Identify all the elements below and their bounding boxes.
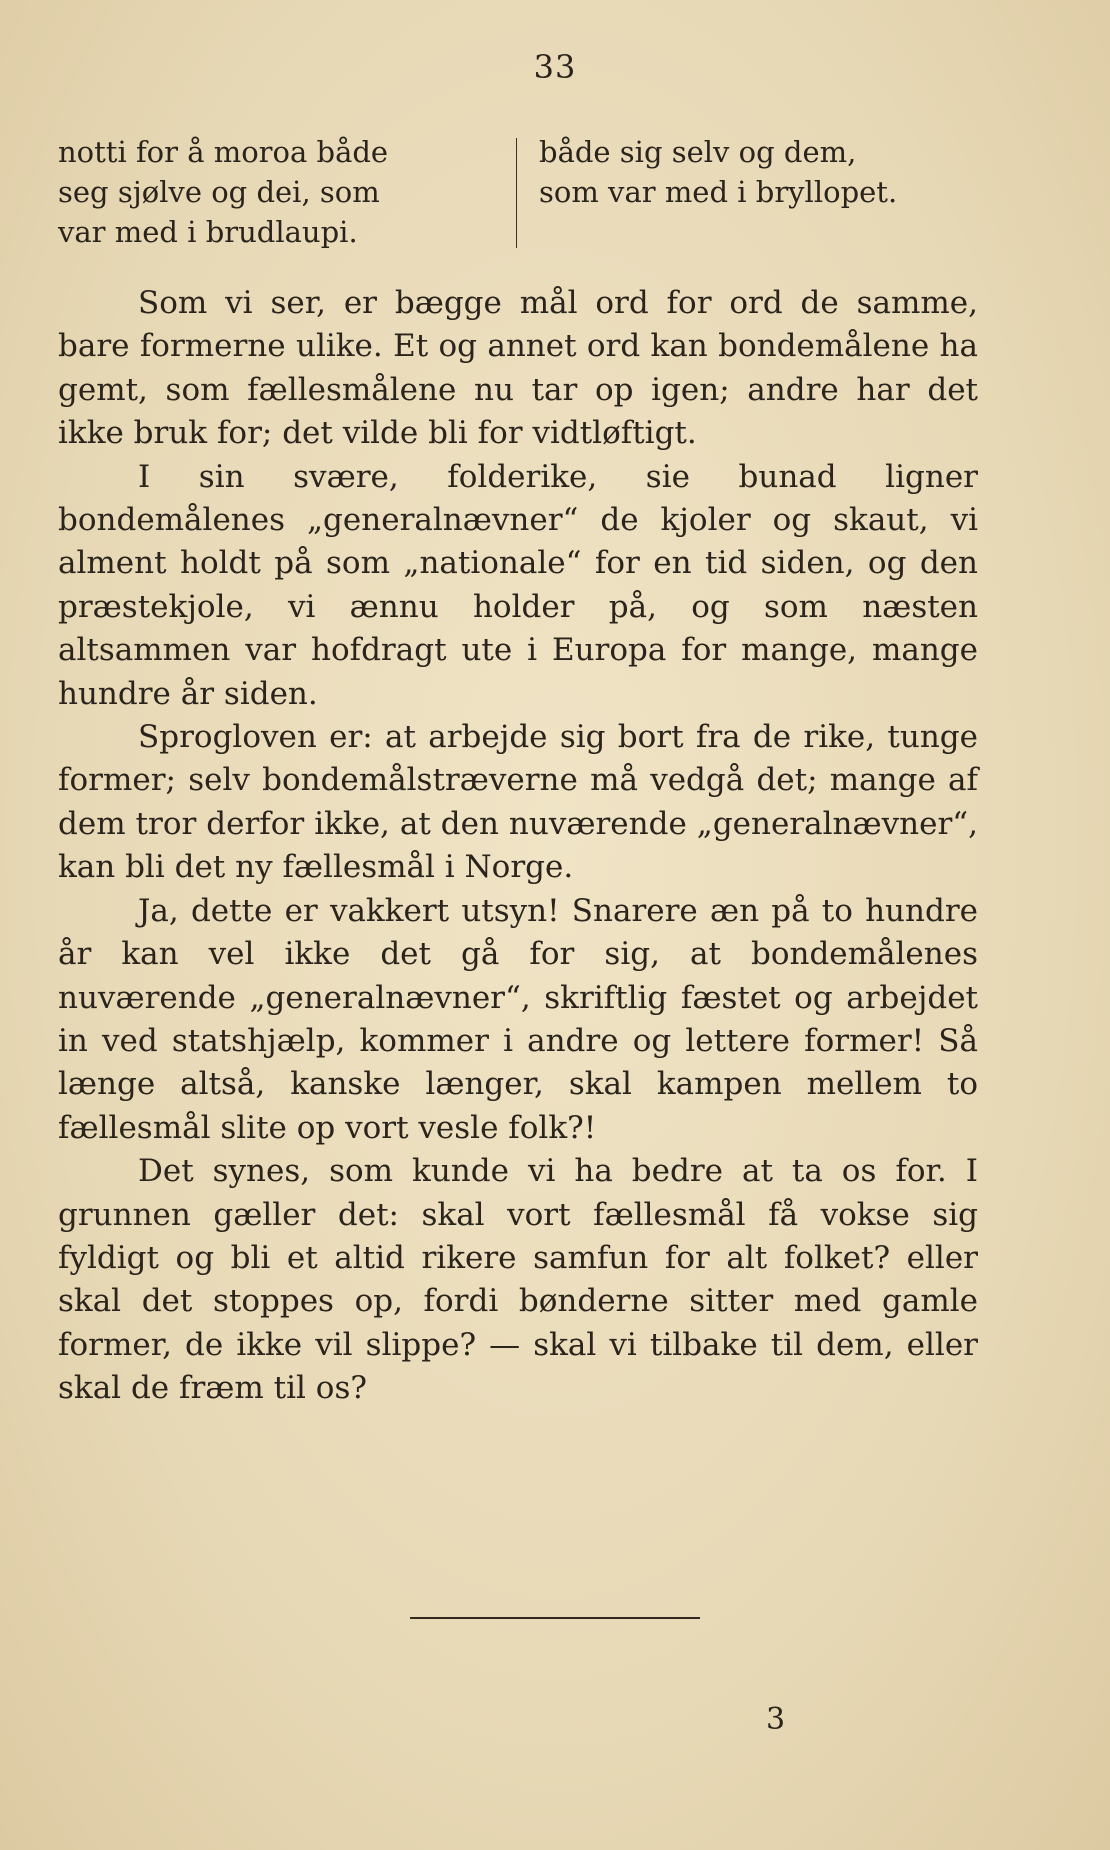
- column-line: både sig selv og dem,: [539, 135, 857, 169]
- column-line: seg sjølve og dei, som: [58, 175, 380, 209]
- paragraph: Sprogloven er: at arbejde sig bort fra de rike, tunge former; selv bondemålstræverne må vedgå det; mange af dem tror derfor ikke, at den nuværende „generalnævner“, kan bli det ny fællesmål i Norge.: [58, 719, 978, 886]
- end-rule: [410, 1617, 700, 1619]
- paragraph: Som vi ser, er bægge mål ord for ord de samme, bare formerne ulike. Et og annet ord kan bondemålene ha gemt, som fællesmålene nu tar op igen; andre har det ikke bruk for; det vilde bli for vidtløftigt.: [58, 285, 978, 452]
- paragraph: Ja, dette er vakkert utsyn! Snarere æn på to hundre år kan vel ikke det gå for sig, at bondemålenes nuværende „generalnævner“, skriftlig fæstet og arbejdet in ved statshjælp, kommer i andre og lettere former! Så længe altså, kanske længer, skal kampen mellem to fællesmål slite op vort vesle folk?!: [58, 892, 978, 1146]
- column-line: som var med i bryllopet.: [539, 175, 898, 209]
- paragraph: I sin svære, folderike, sie bunad ligner bondemålenes „generalnævner“ de kjoler og skaut, vi alment holdt på som „nationale“ for en tid siden, og den præstekjole, vi ænnu holder på, og som næsten altsammen var hofdragt ute i Europa for mange, mange hundre år siden.: [58, 458, 978, 712]
- column-bondemal: [58, 132, 516, 252]
- signature-mark: 3: [766, 1702, 786, 1737]
- body-text: [58, 282, 978, 1411]
- column-line: notti for å moroa både: [58, 135, 389, 169]
- paragraph: Det synes, som kunde vi ha bedre at ta os for. I grunnen gæller det: skal vort fællesmål få vokse sig fyldigt og bli et altid rikere samfun for alt folket? eller skal det stoppes op, fordi bønderne sitter med gamle former, de ikke vil slippe? — skal vi tilbake til dem, eller skal de fræm til os?: [58, 1153, 978, 1407]
- column-line: var med i brudlaupi.: [58, 215, 358, 249]
- column-fallesmal: [517, 132, 969, 252]
- page-number: 33: [533, 48, 577, 86]
- comparison-columns: [58, 132, 978, 252]
